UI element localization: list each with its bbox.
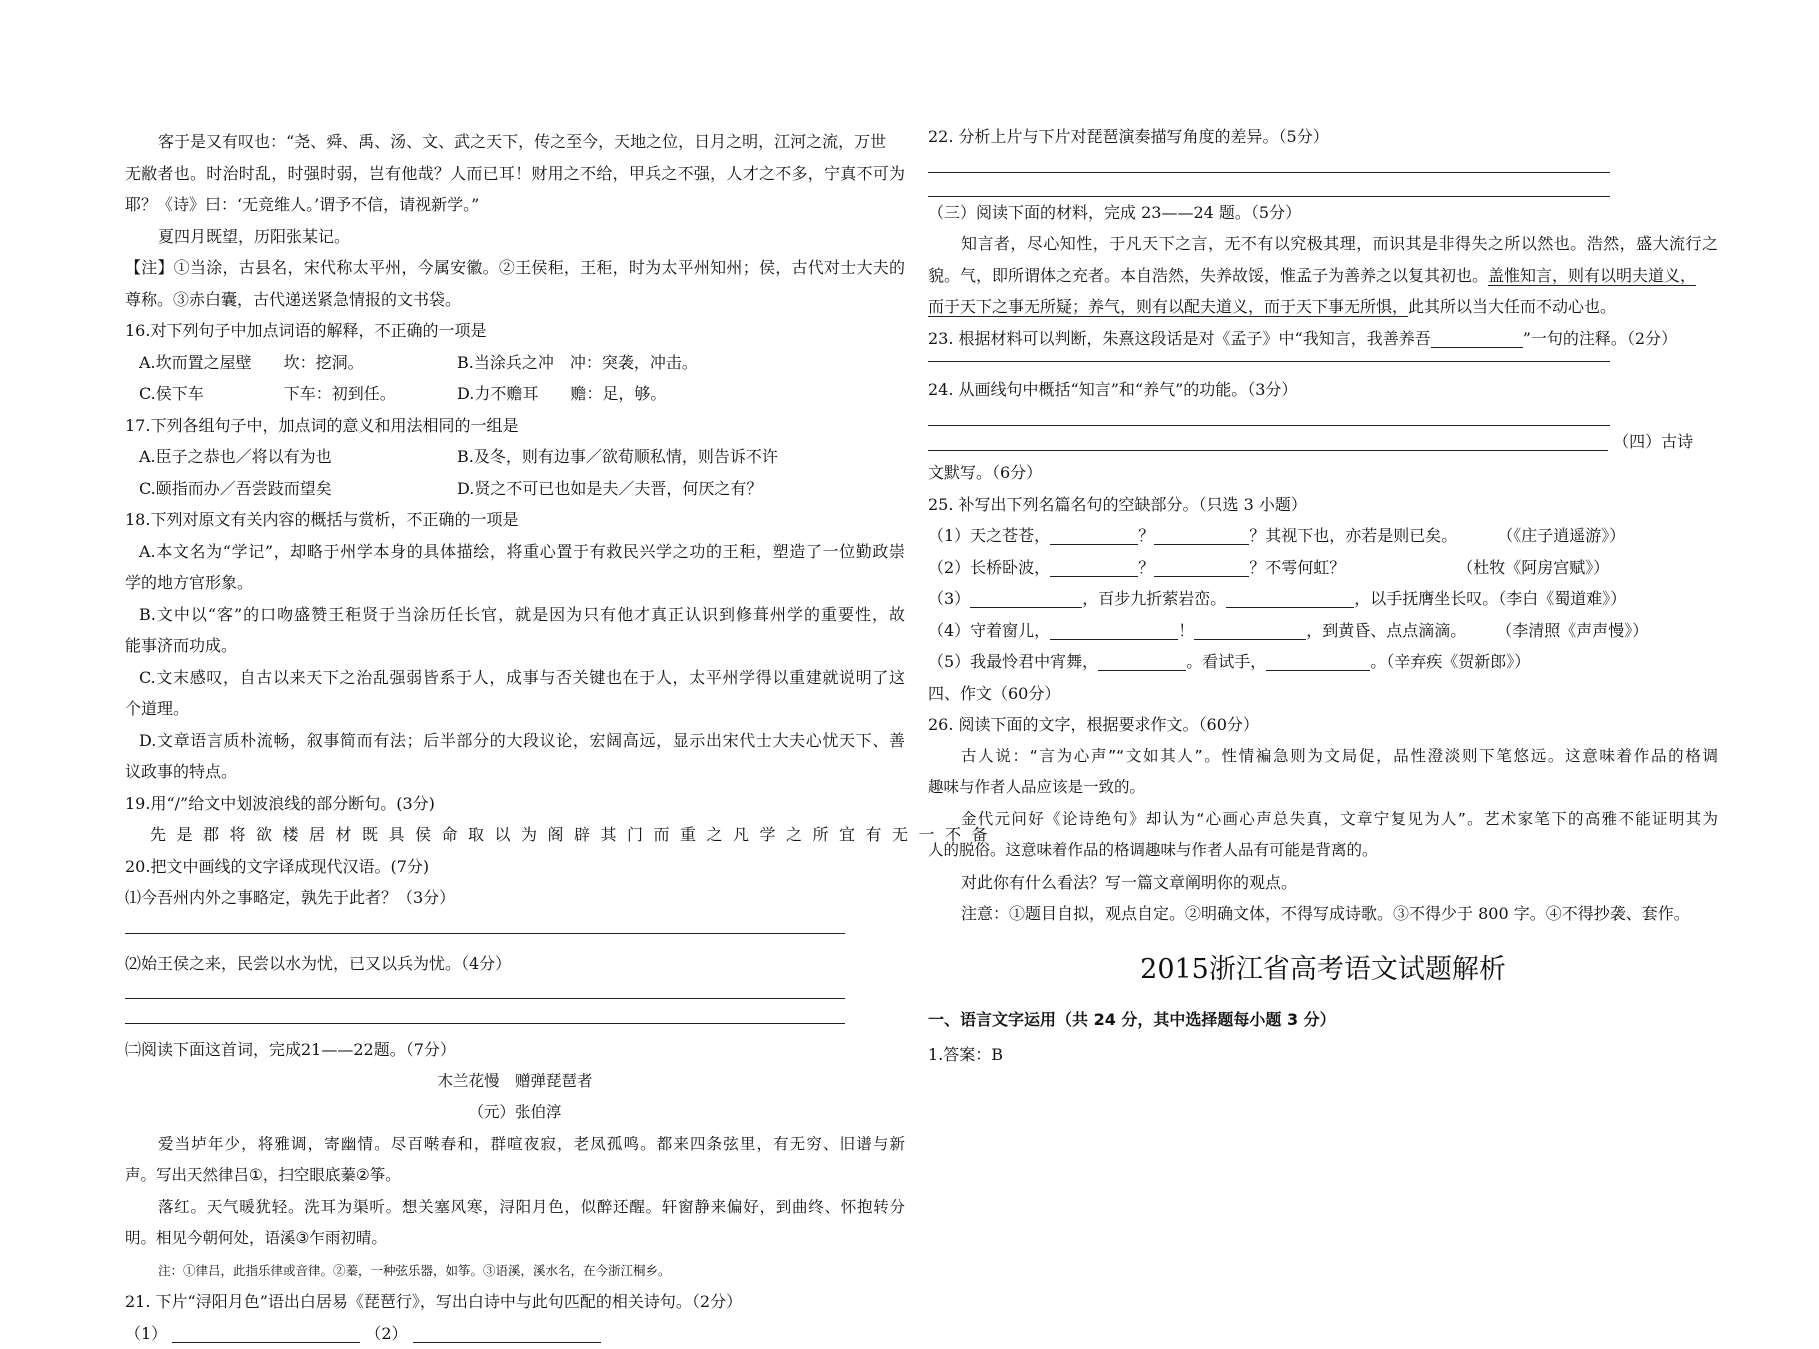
poem-line: 声。写出天然律吕①，扫空眼底蓁②筝。 — [125, 1160, 905, 1192]
part-heading: 一、语言文字运用（共 24 分，其中选择题每小题 3 分） — [928, 1004, 1718, 1036]
recite-text: 。（辛弃疾《贺新郎》） — [1370, 652, 1530, 671]
answer-blank[interactable] — [1098, 652, 1186, 671]
option-d: D.贤之不可已也如是夫／夫晋，何厌之有？ — [457, 479, 762, 498]
material-text: 此其所以当大任而不动心也。 — [1408, 297, 1616, 316]
material-text: 貌。气，即所谓体之充者。本自浩然，失养故馁，惟孟子为善养之以复其初也。 — [928, 266, 1488, 285]
option-c: C.侯下车 下车：初到任。 — [139, 378, 457, 410]
answer-blank[interactable] — [1050, 526, 1138, 545]
answer-blank[interactable] — [1431, 329, 1523, 348]
question-26: 26. 阅读下面的文字，根据要求作文。（60分） — [928, 709, 1718, 741]
recite-text: （2）长桥卧波， — [928, 558, 1050, 577]
question-21: 21. 下片“浔阳月色”语出白居易《琵琶行》，写出白诗中与此句匹配的相关诗句。（2分） — [125, 1286, 905, 1318]
poem-line: 落红。天气暖犹轻。洗耳为渠听。想关塞风寒，浔阳月色，似醉还醒。轩窗静来偏好，到曲终、怀抱转分 — [125, 1192, 905, 1224]
question-17-options-row — [125, 441, 905, 473]
poem-title: 木兰花慢 赠弹琵琶者 — [125, 1066, 905, 1098]
recite-text: ！ — [1178, 621, 1194, 640]
recite-item-3 — [928, 583, 1718, 615]
question-17: 17.下列各组句子中，加点词的意义和用法相同的一组是 — [125, 410, 905, 442]
question-22: 22. 分析上片与下片对琵琶演奏描写角度的差异。（5分） — [928, 121, 1718, 153]
question-21-blanks — [125, 1318, 905, 1349]
poem-author: （元）张伯淳 — [125, 1097, 905, 1129]
answer-blank[interactable] — [172, 1324, 360, 1343]
recite-text: （1）天之苍苍， — [928, 526, 1050, 545]
blank-label: （2） — [365, 1324, 407, 1343]
question-16-options-row — [125, 378, 905, 410]
option-a: A.本文名为“学记”，却略于州学本身的具体描绘，将重心置于有救民兴学之功的王秬，塑造了一位勤政崇 — [125, 536, 905, 568]
question-16-options-row — [125, 347, 905, 379]
recite-item-2 — [928, 552, 1718, 584]
poem-line: 明。相见今朝何处，语溪③乍雨初晴。 — [125, 1223, 905, 1255]
passage-line: 无敝者也。时治时乱，时强时弱，岂有他哉？人而已耳！财用之不给，甲兵之不强，人才之不多，宁真不可为 — [125, 158, 905, 190]
right-column — [928, 126, 1718, 1071]
question-17-options-row — [125, 473, 905, 505]
question-20: 20.把文中画线的文字译成现代汉语。(7分) — [125, 851, 905, 883]
section-2-heading: ㈡阅读下面这首词，完成21——22题。（7分） — [125, 1034, 905, 1066]
poem-line: 爱当垆年少，将雅调，寄幽情。尽百啭春和，群喧夜寂，老凤孤鸣。都来四条弦里，有无穷、旧谱与新 — [125, 1129, 905, 1161]
passage-line: 耶？《诗》曰：‘无竞维人。’谓予不信，请视新学。” — [125, 189, 905, 221]
answer-blank[interactable] — [1050, 621, 1178, 640]
essay-prompt-line: 趣味与作者人品应该是一致的。 — [928, 772, 1718, 804]
answer-blank[interactable] — [1226, 589, 1354, 608]
option-b: B.当涂兵之冲 冲：突袭，冲击。 — [457, 353, 698, 372]
option-b: B.文中以“客”的口吻盛赞王秬贤于当涂历任长官，就是因为只有他才真正认识到修葺州学的重要性，故 — [125, 599, 905, 631]
left-column — [125, 126, 905, 1349]
answer-line[interactable] — [928, 177, 1610, 197]
answer-blank[interactable] — [413, 1324, 601, 1343]
question-19: 19.用“/”给文中划波浪线的部分断句。(3分) — [125, 788, 905, 820]
answer-blank[interactable] — [1194, 621, 1306, 640]
essay-prompt-line: 金代元问好《论诗绝句》却认为“心画心声总失真，文章宁复见为人”。艺术家笔下的高雅不能证明其为 — [928, 804, 1718, 836]
recite-text: ？其视下也，亦若是则已矣。 — [1249, 526, 1457, 545]
answer-line[interactable] — [928, 406, 1610, 426]
option-d: D.文章语言质朴流畅，叙事简而有法；后半部分的大段议论，宏阔高远，显示出宋代士大夫心忧天下、善 — [125, 725, 905, 757]
passage-line: 客于是又有叹也：“尧、舜、禹、汤、文、武之天下，传之至今，天地之位，日月之明，江河之流，万世 — [125, 126, 905, 158]
recite-source: （杜牧《阿房宫赋》） — [1457, 558, 1609, 577]
question-text: 23. 根据材料可以判断，朱熹这段话是对《孟子》中“我知言，我善养吾 — [928, 329, 1431, 348]
question-24: 24. 从画线句中概括“知言”和“养气”的功能。（3分） — [928, 374, 1718, 406]
recite-text: （3） — [928, 589, 970, 608]
recite-text: 。看试手， — [1186, 652, 1266, 671]
recite-text: ，百步九折萦岩峦。 — [1082, 589, 1226, 608]
recite-item-4 — [928, 615, 1718, 647]
option-a: A.坎而置之屋壁 坎：挖洞。 — [139, 347, 457, 379]
answer-line[interactable] — [125, 979, 845, 999]
question-20-part-2: ⑵始王侯之来，民尝以水为忧，已又以兵为忧。（4分） — [125, 948, 905, 980]
material-line — [928, 291, 1718, 323]
question-19-text: 先是郡将欲楼居材既具侯命取以为阁辟其门而重之凡学之所宜有无一不备 — [125, 819, 905, 851]
recite-text: ？不雩何虹？ — [1249, 558, 1345, 577]
question-23 — [928, 323, 1718, 355]
recite-text: ？ — [1138, 558, 1154, 577]
question-text: ”一句的注释。（2分） — [1523, 329, 1677, 348]
option-d-cont: 议政事的特点。 — [125, 756, 905, 788]
answer-blank[interactable] — [1050, 558, 1138, 577]
section-4-heading-cont: 文默写。（6分） — [928, 457, 1718, 489]
answer-line[interactable] — [928, 432, 1608, 451]
underlined-text: 而于天下之事无所疑；养气，则有以配夫道义，而于天下事无所惧， — [928, 297, 1408, 317]
material-line — [928, 260, 1718, 292]
recite-text: ，以手抚膺坐长叹。（李白《蜀道难》） — [1354, 589, 1626, 608]
recite-text: ？ — [1138, 526, 1154, 545]
answer-line[interactable] — [125, 1004, 845, 1024]
section-4-heading: （四）古诗 — [1613, 432, 1693, 451]
answer-blank[interactable] — [1154, 526, 1249, 545]
question-25: 25. 补写出下列名篇名句的空缺部分。（只选 3 小题） — [928, 489, 1718, 521]
answer-1: 1.答案：B — [928, 1039, 1718, 1071]
section-5-heading: 四、作文（60分） — [928, 678, 1718, 710]
material-line: 知言者，尽心知性，于凡天下之言，无不有以究极其理，而识其是非得失之所以然也。浩然，盛大流行之 — [928, 228, 1718, 260]
recite-item-5 — [928, 646, 1718, 678]
page-title: 2015浙江省高考语文试题解析 — [928, 930, 1718, 1004]
option-b-cont: 能事济而功成。 — [125, 630, 905, 662]
recite-text: （5）我最怜君中宵舞， — [928, 652, 1098, 671]
poem-note: 注：①律吕，此指乐律或音律。②蓁，一种弦乐器，如筝。③语溪，溪水名，在今浙江桐乡。 — [125, 1255, 905, 1287]
answer-line[interactable] — [125, 914, 845, 934]
option-d: D.力不赡耳 赡：足，够。 — [457, 384, 666, 403]
essay-prompt-line: 对此你有什么看法？写一篇文章阐明你的观点。 — [928, 867, 1718, 899]
section-4-heading-row — [928, 426, 1718, 458]
underlined-text: 盖惟知言，则有以明夫道义， — [1488, 266, 1696, 286]
option-a: A.臣子之恭也／将以有为也 — [139, 441, 457, 473]
recite-source: （《庄子逍遥游》） — [1497, 526, 1625, 545]
option-b: B.及冬，则有边事／欲荀顺私情，则告诉不许 — [457, 447, 778, 466]
passage-signature: 夏四月既望，历阳张某记。 — [125, 221, 905, 253]
section-3-heading: （三）阅读下面的材料，完成 23——24 题。（5分） — [928, 197, 1718, 229]
recite-source: （李清照《声声慢》） — [1496, 621, 1648, 640]
recite-text: （4）守着窗儿， — [928, 621, 1050, 640]
answer-blank[interactable] — [1154, 558, 1249, 577]
passage-note: 【注】①当涂，古县名，宋代称太平州，今属安徽。②王侯秬，王秬，时为太平州知州；侯，古代对士大夫的 — [125, 252, 905, 284]
essay-requirements: 注意：①题目自拟，观点自定。②明确文体，不得写成诗歌。③不得少于 800 字。④不得抄袭、套作。 — [928, 898, 1718, 930]
essay-prompt-line: 古人说：“言为心声”“文如其人”。性情褊急则为文局促，品性澄淡则下笔悠远。这意味着作品的格调 — [928, 741, 1718, 773]
answer-blank[interactable] — [1266, 652, 1370, 671]
option-c: C.颐指而办／吾尝跂而望矣 — [139, 473, 457, 505]
blank-label: （1） — [125, 1324, 167, 1343]
question-20-part-1: ⑴今吾州内外之事略定，孰先于此者？（3分） — [125, 882, 905, 914]
question-18: 18.下列对原文有关内容的概括与赏析，不正确的一项是 — [125, 504, 905, 536]
answer-line[interactable] — [928, 153, 1610, 173]
question-16: 16.对下列句子中加点词语的解释，不正确的一项是 — [125, 315, 905, 347]
answer-blank[interactable] — [970, 589, 1082, 608]
essay-prompt-line: 人的脱俗。这意味着作品的格调趣味与作者人品有可能是背离的。 — [928, 835, 1718, 867]
recite-text: ，到黄昏、点点滴滴。 — [1306, 621, 1466, 640]
passage-note: 尊称。③赤白囊，古代递送紧急情报的文书袋。 — [125, 284, 905, 316]
recite-item-1 — [928, 520, 1718, 552]
option-c-cont: 个道理。 — [125, 693, 905, 725]
option-c: C.文末感叹，自古以来天下之治乱强弱皆系于人，成事与否关键也在于人，太平州学得以重建就说明了这 — [125, 662, 905, 694]
option-a-cont: 学的地方官形象。 — [125, 567, 905, 599]
